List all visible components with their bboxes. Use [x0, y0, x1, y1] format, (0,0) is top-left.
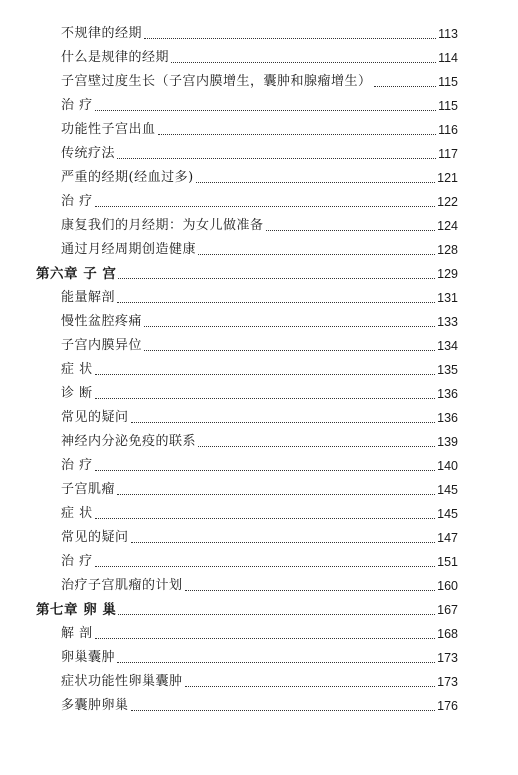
- toc-entry[interactable]: [36, 140, 458, 164]
- toc-entry-page-number: 134: [437, 339, 458, 353]
- dot-leader: [95, 469, 436, 471]
- dot-leader: [144, 37, 436, 39]
- toc-entry[interactable]: [36, 428, 458, 452]
- dot-leader: [266, 229, 436, 231]
- toc-entry-title: 传统疗法: [61, 146, 116, 161]
- toc-entry-page-number: 122: [437, 195, 458, 209]
- toc-entry[interactable]: [36, 164, 458, 188]
- toc-entry[interactable]: [36, 308, 458, 332]
- toc-entry[interactable]: [36, 20, 458, 44]
- toc-entry-page-number: 114: [438, 51, 458, 65]
- dot-leader: [196, 181, 435, 183]
- toc-entry[interactable]: [36, 404, 458, 428]
- toc-entry[interactable]: [36, 380, 458, 404]
- toc-entry-page-number: 160: [437, 579, 458, 593]
- toc-entry-title: 慢性盆腔疼痛: [61, 314, 143, 329]
- toc-entry[interactable]: [36, 548, 458, 572]
- toc-entry-title: 治疗子宫肌瘤的计划: [61, 578, 183, 593]
- dot-leader: [118, 277, 435, 279]
- toc-entry-page-number: 131: [437, 291, 458, 305]
- toc-entry-page-number: 145: [437, 507, 458, 521]
- toc-entry[interactable]: [36, 500, 458, 524]
- toc-entry-title: 治 疗: [61, 458, 93, 473]
- toc-entry-title: 不规律的经期: [61, 26, 143, 41]
- dot-leader: [95, 397, 436, 399]
- toc-entry-title: 卵巢囊肿: [61, 650, 116, 665]
- toc-entry-page-number: 117: [438, 147, 458, 161]
- toc-entry[interactable]: [36, 188, 458, 212]
- toc-entry-page-number: 115: [438, 75, 458, 89]
- toc-entry[interactable]: [36, 236, 458, 260]
- toc-entry-page-number: 129: [437, 267, 458, 281]
- dot-leader: [131, 541, 436, 543]
- dot-leader: [374, 85, 437, 87]
- dot-leader: [131, 709, 436, 711]
- dot-leader: [158, 133, 437, 135]
- toc-entry-title: 治 疗: [61, 194, 93, 209]
- dot-leader: [198, 253, 435, 255]
- dot-leader: [144, 325, 435, 327]
- toc-entry-title: 症 状: [61, 362, 93, 377]
- dot-leader: [198, 445, 435, 447]
- toc-entry[interactable]: [36, 668, 458, 692]
- toc-entry[interactable]: [36, 44, 458, 68]
- toc-entry-title: 第七章 卵 巢: [36, 602, 117, 618]
- dot-leader: [95, 205, 436, 207]
- toc-entry-title: 严重的经期(经血过多): [61, 170, 194, 185]
- toc-entry-page-number: 145: [437, 483, 458, 497]
- toc-entry-page-number: 121: [437, 171, 458, 185]
- toc-entry-page-number: 113: [438, 27, 458, 41]
- toc-entry-page-number: 173: [437, 651, 458, 665]
- toc-entry-title: 常见的疑问: [61, 410, 129, 425]
- dot-leader: [185, 589, 436, 591]
- toc-chapter-entry[interactable]: [36, 260, 458, 284]
- toc-entry[interactable]: [36, 116, 458, 140]
- toc-entry[interactable]: [36, 68, 458, 92]
- toc-entry-page-number: 116: [438, 123, 458, 137]
- table-of-contents: [36, 20, 458, 716]
- dot-leader: [171, 61, 436, 63]
- toc-entry-page-number: 128: [437, 243, 458, 257]
- toc-entry-title: 子宫壁过度生长（子宫内膜增生，囊肿和腺瘤增生）: [61, 74, 372, 89]
- toc-entry-page-number: 139: [437, 435, 458, 449]
- toc-entry[interactable]: [36, 524, 458, 548]
- toc-entry[interactable]: [36, 356, 458, 380]
- dot-leader: [95, 565, 436, 567]
- toc-entry-page-number: 136: [437, 387, 458, 401]
- dot-leader: [117, 661, 435, 663]
- toc-entry[interactable]: [36, 92, 458, 116]
- toc-entry-title: 第六章 子 宫: [36, 266, 117, 282]
- toc-entry-page-number: 135: [437, 363, 458, 377]
- toc-entry-title: 常见的疑问: [61, 530, 129, 545]
- toc-entry-page-number: 136: [437, 411, 458, 425]
- toc-entry-page-number: 140: [437, 459, 458, 473]
- toc-entry[interactable]: [36, 476, 458, 500]
- toc-entry[interactable]: [36, 284, 458, 308]
- dot-leader: [117, 301, 435, 303]
- dot-leader: [144, 349, 435, 351]
- toc-entry-page-number: 115: [438, 99, 458, 113]
- toc-entry-title: 通过月经周期创造健康: [61, 242, 197, 257]
- toc-entry[interactable]: [36, 572, 458, 596]
- toc-entry-title: 神经内分泌免疫的联系: [61, 434, 197, 449]
- toc-entry-title: 多囊肿卵巢: [61, 698, 129, 713]
- toc-entry[interactable]: [36, 332, 458, 356]
- toc-entry-page-number: 133: [437, 315, 458, 329]
- toc-entry-title: 什么是规律的经期: [61, 50, 170, 65]
- toc-entry-title: 治 疗: [61, 98, 93, 113]
- toc-chapter-entry[interactable]: [36, 596, 458, 620]
- toc-entry-page-number: 167: [437, 603, 458, 617]
- toc-entry-title: 治 疗: [61, 554, 93, 569]
- toc-entry-title: 诊 断: [61, 386, 93, 401]
- toc-entry-page-number: 124: [437, 219, 458, 233]
- toc-entry-title: 能量解剖: [61, 290, 116, 305]
- dot-leader: [95, 517, 436, 519]
- toc-entry[interactable]: [36, 692, 458, 716]
- toc-entry-title: 子宫内膜异位: [61, 338, 143, 353]
- toc-entry-page-number: 147: [437, 531, 458, 545]
- toc-entry-page-number: 176: [437, 699, 458, 713]
- dot-leader: [117, 493, 435, 495]
- toc-entry-title: 功能性子宫出血: [61, 122, 156, 137]
- toc-entry-page-number: 168: [437, 627, 458, 641]
- dot-leader: [118, 613, 435, 615]
- toc-entry[interactable]: [36, 452, 458, 476]
- dot-leader: [131, 421, 436, 423]
- toc-entry-title: 康复我们的月经期：为女儿做准备: [61, 218, 264, 233]
- toc-entry-title: 子宫肌瘤: [61, 482, 116, 497]
- toc-entry[interactable]: [36, 212, 458, 236]
- dot-leader: [185, 685, 436, 687]
- toc-entry-page-number: 173: [437, 675, 458, 689]
- toc-entry[interactable]: [36, 644, 458, 668]
- toc-entry-title: 症 状: [61, 506, 93, 521]
- dot-leader: [95, 109, 436, 111]
- dot-leader: [117, 157, 436, 159]
- dot-leader: [95, 373, 436, 375]
- toc-entry-title: 解 剖: [61, 626, 93, 641]
- dot-leader: [95, 637, 436, 639]
- toc-entry-title: 症状功能性卵巢囊肿: [61, 674, 183, 689]
- toc-entry-page-number: 151: [437, 555, 458, 569]
- toc-entry[interactable]: [36, 620, 458, 644]
